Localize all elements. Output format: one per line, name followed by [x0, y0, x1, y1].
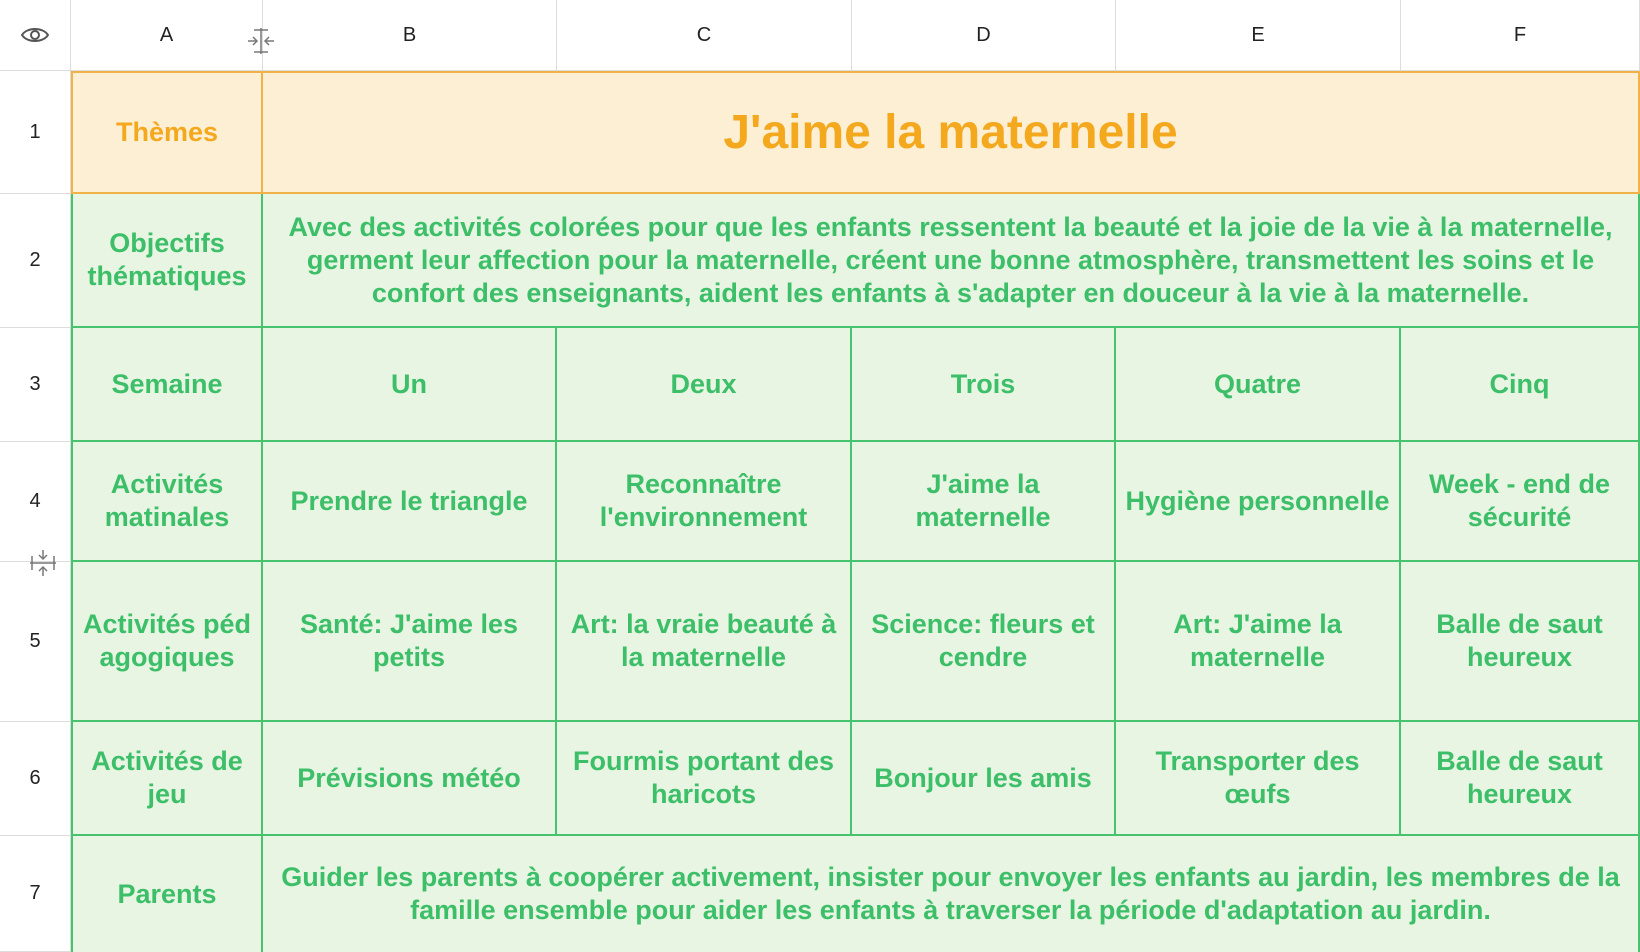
- cell-b7-merged[interactable]: [263, 836, 1640, 952]
- cell-e5-text: Art: J'aime la maternelle: [1173, 609, 1342, 672]
- column-header-d[interactable]: D: [852, 0, 1116, 71]
- cell-c3[interactable]: [557, 328, 852, 442]
- column-header-a[interactable]: A: [71, 0, 263, 71]
- cell-b3-text: Un: [391, 368, 427, 399]
- cell-d6-text: Bonjour les amis: [874, 762, 1092, 793]
- cell-c6-text: Fourmis portant des haricots: [572, 746, 835, 809]
- cell-a6[interactable]: [71, 722, 263, 836]
- cell-f5-text: Balle de saut heureux: [1436, 609, 1603, 672]
- cell-b2-merged[interactable]: [263, 194, 1640, 328]
- table-title: J'aime la maternelle: [723, 105, 1178, 159]
- row-header-2[interactable]: 2: [0, 194, 71, 328]
- cell-c6[interactable]: [557, 722, 852, 836]
- cell-a3[interactable]: [71, 328, 263, 442]
- cell-d5-text: Science: fleurs et cendre: [871, 609, 1095, 672]
- cell-b6-text: Prévisions météo: [297, 762, 521, 793]
- cell-b7-text: Guider les parents à coopérer activement, insister pour envoyer les enfants au jardin, les membres de la famille ensemble pour aider les enfants à traverser la période d'adaptation au jardin.: [281, 862, 1620, 925]
- cell-c4[interactable]: [557, 442, 852, 562]
- cell-c4-text: Reconnaître l'environnement: [599, 469, 808, 532]
- cell-a2-text: Objectifs thématiques: [87, 228, 247, 291]
- row-header-5[interactable]: 5: [0, 562, 71, 722]
- cell-f3-text: Cinq: [1489, 368, 1550, 399]
- cell-e6[interactable]: [1116, 722, 1401, 836]
- cell-a2[interactable]: [71, 194, 263, 328]
- cell-b6[interactable]: [263, 722, 557, 836]
- column-header-e[interactable]: E: [1116, 0, 1401, 71]
- row-header-3[interactable]: 3: [0, 328, 71, 442]
- cell-e4-text: Hygiène personnelle: [1125, 485, 1390, 516]
- cell-b4-text: Prendre le triangle: [290, 485, 528, 516]
- visibility-toggle-button[interactable]: [0, 0, 71, 71]
- cell-f5[interactable]: [1401, 562, 1640, 722]
- cell-a6-text: Activités de jeu: [91, 746, 243, 809]
- cell-c5[interactable]: [557, 562, 852, 722]
- cell-e6-text: Transporter des œufs: [1155, 746, 1360, 809]
- column-header-b[interactable]: B: [263, 0, 557, 71]
- cell-b4[interactable]: [263, 442, 557, 562]
- cell-e3[interactable]: [1116, 328, 1401, 442]
- row-resize-icon[interactable]: [28, 548, 58, 578]
- cell-b1-merged-title[interactable]: [263, 71, 1640, 194]
- cell-f3[interactable]: [1401, 328, 1640, 442]
- cell-a1-text: Thèmes: [115, 117, 219, 147]
- cell-b2-text: Avec des activités colorées pour que les enfants ressentent la beauté et la joie de la vie à la maternelle, germent leur affection pour la maternelle, créent une bonne atmosphère, transmettent les soins et le confort des enseignants, aident les enfants à s'adapter en douceur à la vie à la maternelle.: [288, 211, 1613, 308]
- cell-f4-text: Week - end de sécurité: [1428, 469, 1611, 532]
- cell-f6-text: Balle de saut heureux: [1436, 746, 1603, 809]
- cell-e5[interactable]: [1116, 562, 1401, 722]
- cell-b5-text: Santé: J'aime les petits: [299, 609, 519, 672]
- cell-f4[interactable]: [1401, 442, 1640, 562]
- cell-a5-text: Activités pédagogiques: [82, 609, 252, 672]
- column-header-f[interactable]: F: [1401, 0, 1640, 71]
- cell-b5[interactable]: [263, 562, 557, 722]
- cell-e4[interactable]: [1116, 442, 1401, 562]
- cell-d5[interactable]: [852, 562, 1116, 722]
- eye-icon: [20, 25, 50, 45]
- cell-a4-text: Activités matinales: [104, 469, 230, 532]
- cell-d6[interactable]: [852, 722, 1116, 836]
- cell-a4[interactable]: [71, 442, 263, 562]
- row-header-6[interactable]: 6: [0, 722, 71, 836]
- cell-a3-text: Semaine: [111, 368, 223, 399]
- row-header-1[interactable]: 1: [0, 71, 71, 194]
- cell-a7[interactable]: [71, 836, 263, 952]
- row-header-4[interactable]: 4: [0, 442, 71, 562]
- cell-d4[interactable]: [852, 442, 1116, 562]
- row-header-7[interactable]: 7: [0, 836, 71, 952]
- cell-b3[interactable]: [263, 328, 557, 442]
- column-header-c[interactable]: C: [557, 0, 852, 71]
- cell-c3-text: Deux: [670, 368, 737, 399]
- cell-e3-text: Quatre: [1213, 368, 1302, 399]
- cell-a5[interactable]: [71, 562, 263, 722]
- cell-a1[interactable]: [71, 71, 263, 194]
- cell-c5-text: Art: la vraie beauté à la maternelle: [570, 609, 837, 672]
- cell-d3[interactable]: [852, 328, 1116, 442]
- cell-d4-text: J'aime la maternelle: [915, 469, 1051, 532]
- column-resize-icon[interactable]: [246, 26, 276, 56]
- cell-d3-text: Trois: [950, 368, 1016, 399]
- cell-f6[interactable]: [1401, 722, 1640, 836]
- cell-a7-text: Parents: [117, 878, 217, 909]
